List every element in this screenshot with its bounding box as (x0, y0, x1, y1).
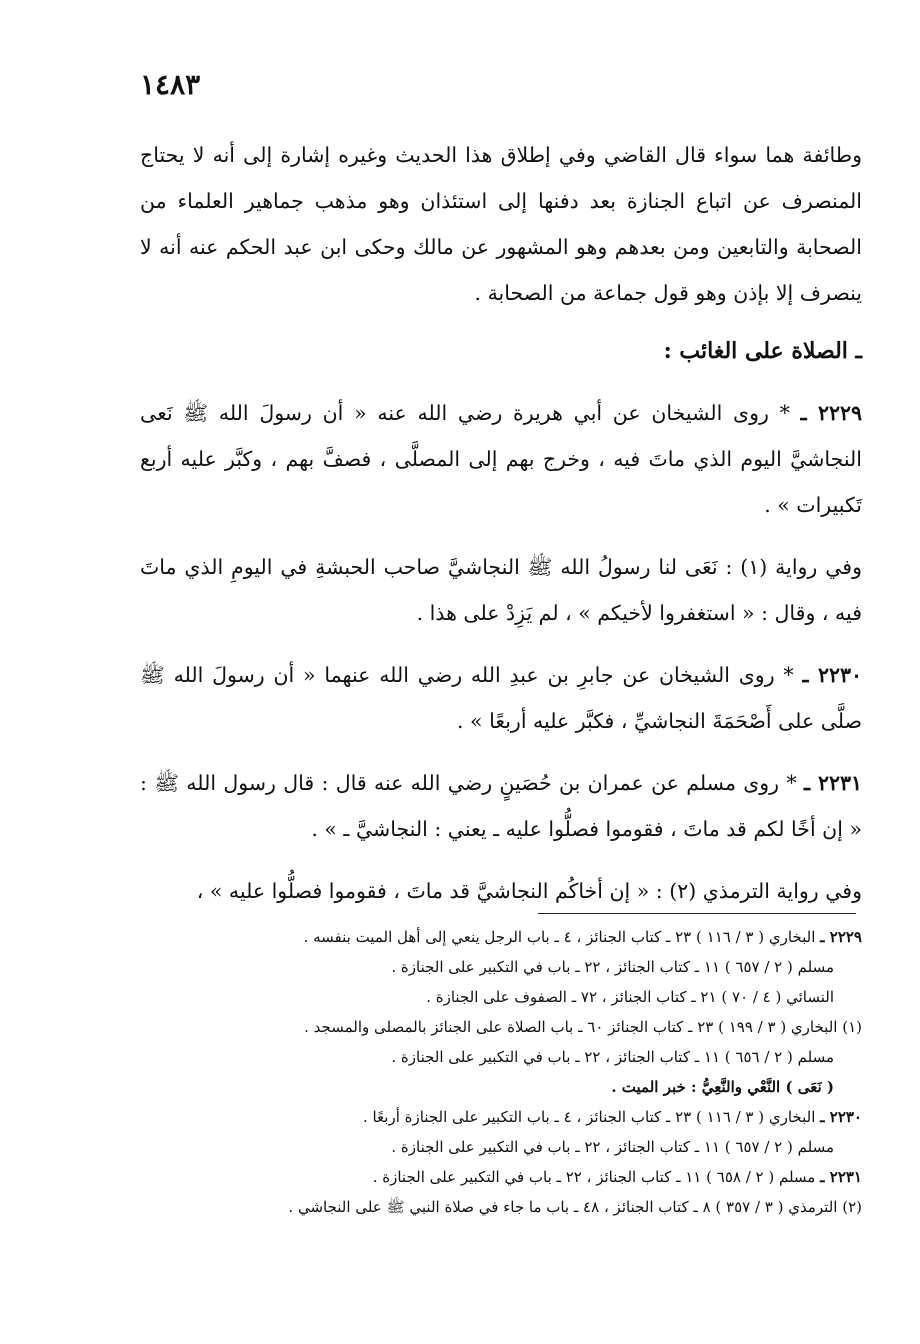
footnote (140, 1192, 862, 1222)
footnote-lead: ٢٢٣٠ ـ (820, 1108, 862, 1126)
footnote-text: البخاري ( ٣ / ١١٦ ) ٢٣ ـ كتاب الجنائز ، ٤ ـ باب التكبير على الجنازة أربعًا . (362, 1108, 816, 1126)
footnote-lead: (١) (842, 1018, 862, 1036)
footnote (140, 952, 862, 982)
footnote (140, 982, 862, 1012)
footnote (140, 1162, 862, 1192)
footnote-text: النسائي ( ٤ / ٧٠ ) ٢١ ـ كتاب الجنائز ، ٧٢ ـ الصفوف على الجنازة . (426, 988, 834, 1006)
footnote-lead: ٢٢٣١ ـ (820, 1168, 862, 1186)
footnote-text: مسلم ( ٢ / ٦٥٦ ) ١١ ـ كتاب الجنائز ، ٢٢ ـ باب في التكبير على الجنازة . (391, 1048, 834, 1066)
hadith-number: ٢٢٢٩ ـ (800, 401, 862, 425)
footnote (140, 1132, 862, 1162)
footnote-text: الترمذي ( ٣ / ٣٥٧ ) ٨ ـ كتاب الجنائز ، ٤٨ ـ باب ما جاء في صلاة النبي ﷺ على النجاشي . (288, 1198, 838, 1216)
footnote-lead: (٢) (842, 1198, 862, 1216)
footnote-text: مسلم ( ٢ / ٦٥٨ ) ١١ ـ كتاب الجنائز ، ٢٢ ـ باب في التكبير على الجنازة . (372, 1168, 816, 1186)
footnote-lead: ٢٢٢٩ ـ (820, 928, 862, 946)
main-text (140, 132, 862, 914)
hadith-2230 (140, 652, 862, 744)
hadith-text: * روى الشيخان عن أبي هريرة رضي الله عنه « أن رسولَ الله ﷺ نَعى النجاشيَّ اليوم الذي ماتَ فيه ، وخرج بهم إلى المصلَّى ، فصفَّ بهم ، وكبَّر عليه أربع تَكبيرات » . (140, 401, 862, 517)
footnote (140, 922, 862, 952)
intro-paragraph: وطائفة هما سواء قال القاضي وفي إطلاق هذا الحديث وغيره إشارة إلى أنه لا يحتاج المنصرف عن اتباع الجنازة بعد دفنها إلى استئذان وهو مذهب جماهير العلماء من الصحابة والتابعين ومن بعدهم وهو المشهور عن مالك وحكى ابن عبد الحكم عنه أنه لا ينصرف إلا بإذن وهو قول جماعة من الصحابة . (140, 143, 862, 305)
footnote-divider (538, 913, 856, 914)
footnote (140, 1012, 862, 1042)
hadith-2229-variant (140, 544, 862, 636)
footnote-text: البخاري ( ٣ / ١٩٩ ) ٢٣ ـ كتاب الجنائز ٦٠ ـ باب الصلاة على الجنائز بالمصلى والمسجد . (304, 1018, 838, 1036)
footnote (140, 1102, 862, 1132)
page-number: ١٤٨٣ (140, 68, 201, 101)
hadith-text: * روى الشيخان عن جابرِ بن عبدِ الله رضي الله عنهما « أن رسولَ الله ﷺ صلَّى على أَصْحَمَةَ النجاشيِّ ، فكبَّر عليه أربعًا » . (140, 663, 862, 733)
footnote-text: مسلم ( ٢ / ٦٥٧ ) ١١ ـ كتاب الجنائز ، ٢٢ ـ باب في التكبير على الجنازة . (391, 958, 834, 976)
footnote (140, 1072, 862, 1102)
hadith-text: وفي رواية (١) : نَعَى لنا رسولُ الله ﷺ النجاشيَّ صاحب الحبشةِ في اليومِ الذي ماتَ فيه ، وقال : « استغفروا لأخيكم » ، لم يَزِدْ على هذا . (140, 555, 862, 625)
hadith-2231 (140, 760, 862, 852)
footnotes (140, 922, 862, 1222)
footnote-text: ( نَعَى ) النَّعْي والنَّعِيُّ : خبر الميت . (611, 1078, 834, 1096)
hadith-2231-variant (140, 868, 862, 914)
hadith-number: ٢٢٣١ ـ (803, 771, 862, 795)
hadith-number: ٢٢٣٠ ـ (802, 663, 862, 687)
hadith-text: وفي رواية الترمذي (٢) : « إن أخاكُم النجاشيَّ قد ماتَ ، فقوموا فصلُّوا عليه » ، (196, 879, 862, 903)
footnote-text: البخاري ( ٣ / ١١٦ ) ٢٣ ـ كتاب الجنائز ، ٤ ـ باب الرجل ينعي إلى أهل الميت بنفسه . (303, 928, 816, 946)
footnote (140, 1042, 862, 1072)
hadith-text: * روى مسلم عن عمران بن حُصَينٍ رضي الله عنه قال : قال رسول الله ﷺ : « إن أخًا لكم قد ماتَ ، فقوموا فصلُّوا عليه ـ يعني : النجاشيَّ ـ » . (140, 771, 862, 841)
section-heading: ـ الصلاة على الغائب : (663, 338, 862, 364)
hadith-2229 (140, 390, 862, 528)
footnote-text: مسلم ( ٢ / ٦٥٧ ) ١١ ـ كتاب الجنائز ، ٢٢ ـ باب في التكبير على الجنازة . (391, 1138, 834, 1156)
